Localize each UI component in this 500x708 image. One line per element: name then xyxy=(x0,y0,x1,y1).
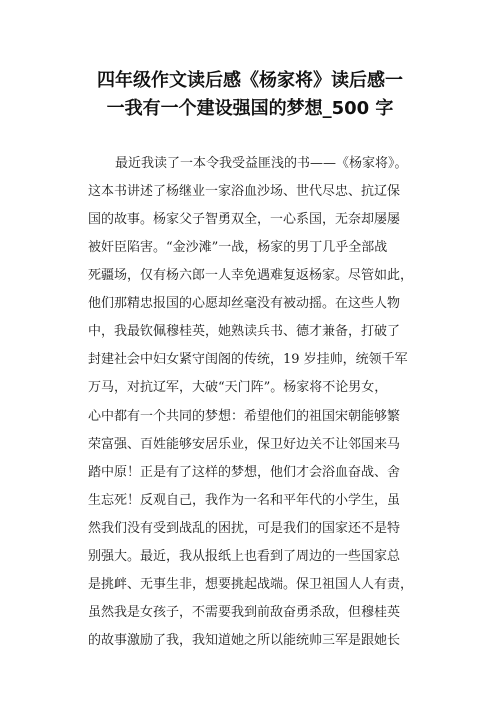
document-title-line-1: 四年级作文读后感《杨家将》读后感一 xyxy=(97,70,403,91)
body-line: 国的故事。杨家父子智勇双全，一心系国，无奈却屡屡 xyxy=(88,212,401,227)
body-line: 封建社会中妇女紧守闺阁的传统，19 岁挂帅，统领千军 xyxy=(88,352,408,367)
body-line: 心中都有一个共同的梦想：希望他们的祖国宋朝能够繁 xyxy=(88,409,401,424)
body-line: 万马，对抗辽军，大破“天门阵”。杨家将不论男女， xyxy=(88,380,388,395)
body-line: 他们那精忠报国的心愿却丝毫没有被动摇。在这些人物 xyxy=(88,296,401,311)
body-line: 死疆场，仅有杨六郎一人幸免遇难复返杨家。尽管如此， xyxy=(88,268,414,283)
body-line: 别强大。最近，我从报纸上也看到了周边的一些国家总 xyxy=(88,549,401,564)
body-line: 最近我读了一本令我受益匪浅的书——《杨家将》。 xyxy=(115,156,408,171)
document-title-line-2: 一我有一个建设强国的梦想_500 字 xyxy=(106,98,394,119)
body-line: 踏中原！正是有了这样的梦想，他们才会浴血奋战、舍 xyxy=(88,465,401,480)
body-line: 虽然我是女孩子，不需要我到前敌奋勇杀敌，但穆桂英 xyxy=(88,605,401,620)
body-line: 的故事激励了我，我知道她之所以能统帅三军是跟她长 xyxy=(88,633,401,648)
body-line: 生忘死！反观自己，我作为一名和平年代的小学生，虽 xyxy=(88,493,401,508)
body-line: 这本书讲述了杨继业一家浴血沙场、世代尽忠、抗辽保 xyxy=(88,184,401,199)
body-line: 是挑衅、无事生非，想要挑起战端。保卫祖国人人有责， xyxy=(88,577,414,592)
body-line: 中，我最钦佩穆桂英，她熟读兵书、德才兼备，打破了 xyxy=(88,324,401,339)
body-line: 荣富强、百姓能够安居乐业，保卫好边关不让邻国来马 xyxy=(88,437,401,452)
body-line: 然我们没有受到战乱的困扰，可是我们的国家还不是特 xyxy=(88,521,401,536)
body-line: 被奸臣陷害。“金沙滩”一战，杨家的男丁几乎全部战 xyxy=(88,240,388,255)
